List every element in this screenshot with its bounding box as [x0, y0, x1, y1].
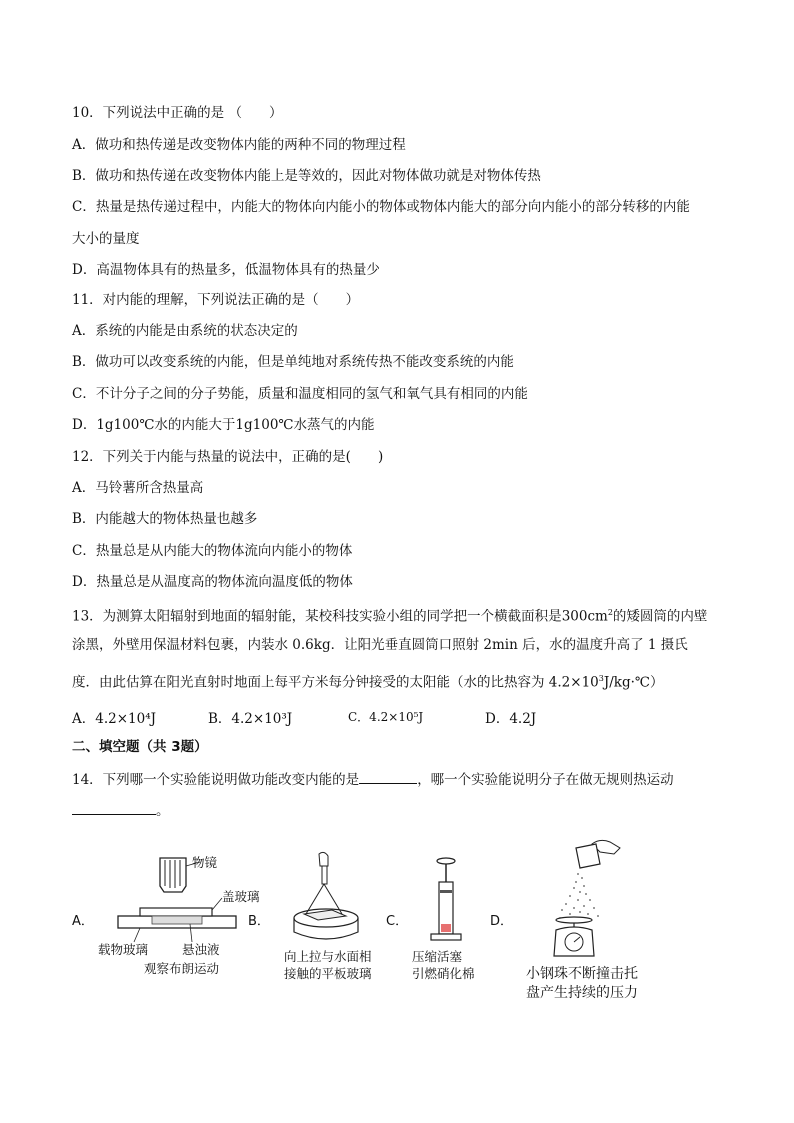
q14-blank-2[interactable]	[72, 800, 156, 815]
figure-b-glass-plate-diagram	[284, 852, 374, 948]
q11-stem: 11．对内能的理解，下列说法正确的是（ ）	[72, 292, 360, 308]
figure-b-caption-1: 向上拉与水面相	[284, 949, 372, 964]
figure-a-slide-label: 载物玻璃	[98, 942, 149, 957]
q14-line2	[72, 800, 170, 820]
q11-option-a: A．系统的内能是由系统的状态决定的	[72, 323, 298, 339]
figure-a-label: A．	[72, 914, 94, 929]
figure-c-caption-2: 引燃硝化棉	[412, 966, 475, 981]
figure-d-caption-2: 盘产生持续的压力	[526, 985, 638, 1001]
q12-stem: 12．下列关于内能与热量的说法中，正确的是( )	[72, 449, 384, 465]
figure-c-piston-diagram	[426, 856, 466, 948]
section-fill-in-title: 二、填空题（共 3题）	[72, 739, 208, 755]
q14-line1-a: 14．下列哪一个实验能说明做功能改变内能的是	[72, 772, 360, 788]
q13-line1-c: 的矮圆筒的内壁	[612, 608, 708, 625]
figure-a-caption: 观察布朗运动	[144, 961, 220, 976]
q14-line1	[72, 769, 674, 789]
q11-option-c: C．不计分子之间的分子势能，质量和温度相同的氢气和氧气具有相同的内能	[72, 386, 528, 402]
q10-option-c: C．热量是热传递过程中，内能大的物体向内能小的物体或物体内能大的部分向内能小的部分转移的内能	[72, 199, 690, 215]
q10-stem: 10．下列说法中正确的是 （ ）	[72, 105, 283, 121]
figure-d-scale-diagram	[540, 838, 630, 962]
figure-c-caption-1: 压缩活塞	[412, 949, 463, 964]
figure-b-label: B．	[248, 914, 270, 929]
q10-option-c-cont: 大小的量度	[72, 231, 140, 247]
q13-line2: 涂黑，外壁用保温材料包裹，内装水 0.6kg．让阳光垂直圆筒口照射 2min 后，水的温度升高了 1 摄氏	[72, 637, 688, 653]
q13-line3-a: 度．由此估算在阳光直射时地面上每平方米每分钟接受的太阳能（水的比热容为 4.2×10	[72, 674, 599, 691]
figure-d-label: D．	[490, 914, 514, 929]
q13-area: 300cm	[561, 608, 608, 625]
q13-option-b: B．4.2×10³J	[208, 711, 293, 727]
q12-option-b: B．内能越大的物体热量也越多	[72, 511, 258, 527]
q13-line3-b: J/kg·℃）	[603, 674, 664, 691]
figure-a-suspension-label: 悬浊液	[182, 942, 220, 957]
q14-line1-b: ，哪一个实验能说明分子在做无规则热运动	[417, 772, 674, 788]
q10-option-a: A．做功和热传递是改变物体内能的两种不同的物理过程	[72, 137, 406, 153]
q13-option-a: A．4.2×10⁴J	[72, 711, 157, 727]
q14-line2-end: 。	[156, 803, 170, 819]
q10-option-d: D．高温物体具有的热量多，低温物体具有的热量少	[72, 262, 380, 278]
q11-option-b: B．做功可以改变系统的内能，但是单纯地对系统传热不能改变系统的内能	[72, 354, 514, 370]
figure-b-caption-2: 接触的平板玻璃	[284, 966, 372, 981]
q11-option-d: D．1g100℃水的内能大于1g100℃水蒸气的内能	[72, 417, 375, 433]
figure-a-objective-label: 物镜	[192, 855, 218, 870]
q13-line1-a: 13．为测算太阳辐射到地面的辐射能，某校科技实验小组的同学把一个横截面积是	[72, 608, 562, 625]
q13-option-d: D．4.2J	[485, 711, 537, 727]
q13-option-c: C．4.2×10⁵J	[348, 710, 424, 724]
q13-line1: 13．为测算太阳辐射到地面的辐射能，某校科技实验小组的同学把一个横截面积是$300cm^2$的矮圆筒的内壁	[72, 608, 708, 625]
figure-c-label: C．	[386, 914, 409, 929]
q12-option-a: A．马铃薯所含热量高	[72, 480, 204, 496]
q12-option-d: D．热量总是从温度高的物体流向温度低的物体	[72, 574, 353, 590]
figure-d-caption-1: 小钢珠不断撞击托	[526, 966, 638, 982]
q10-option-b: B．做功和热传递在改变物体内能上是等效的，因此对物体做功就是对物体传热	[72, 168, 541, 184]
q14-blank-1[interactable]	[359, 769, 417, 784]
figure-a-cover-label: 盖玻璃	[222, 889, 260, 904]
q13-line3: 度．由此估算在阳光直射时地面上每平方米每分钟接受的太阳能（水的比热容为 $4.2\times 10^3J/kg\cdot℃$）	[72, 674, 664, 691]
q12-option-c: C．热量总是从内能大的物体流向内能小的物体	[72, 543, 353, 559]
